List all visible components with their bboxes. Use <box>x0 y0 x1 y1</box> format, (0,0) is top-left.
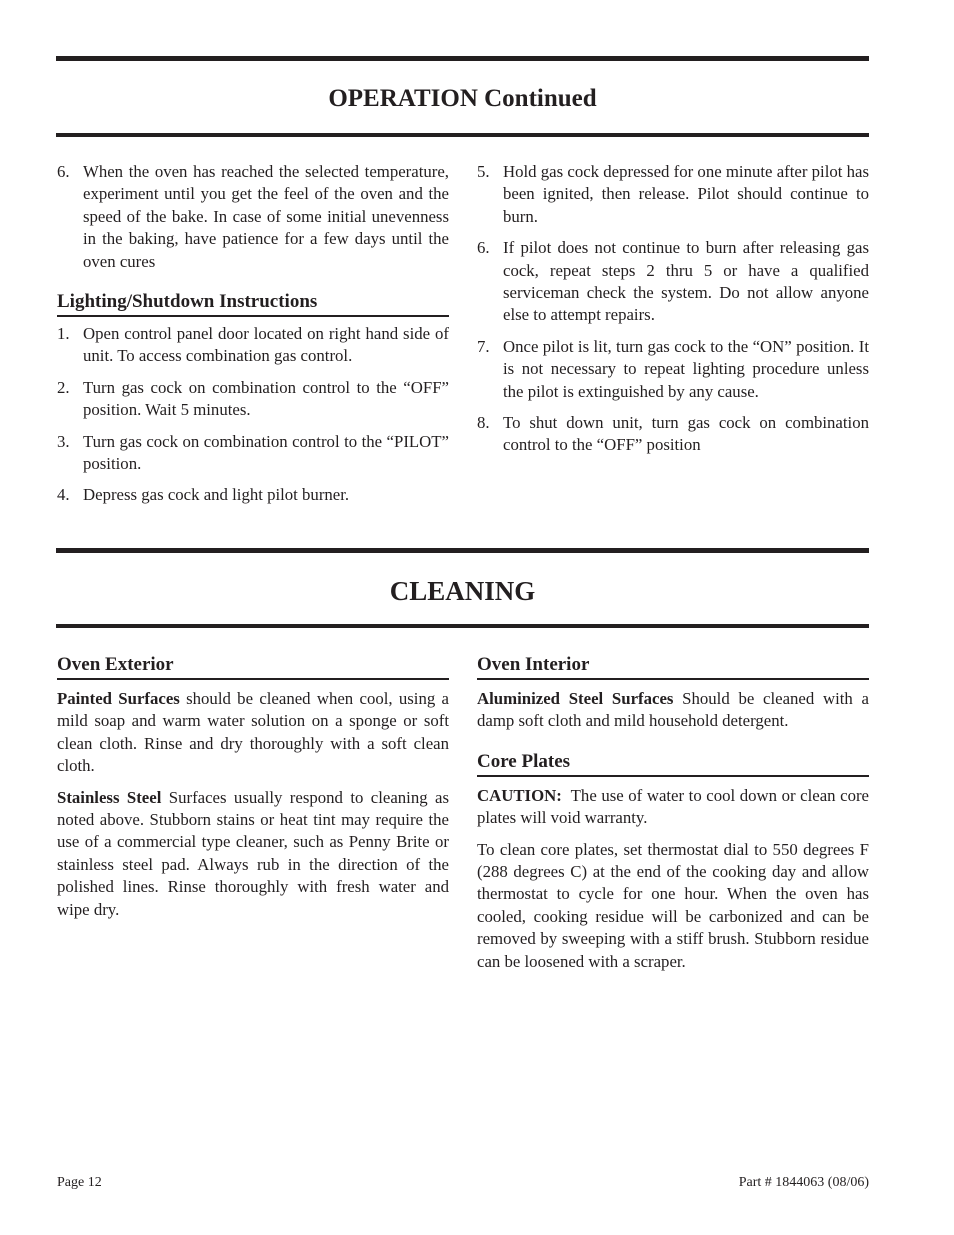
painted-surfaces-text: should be cleaned when cool, using a mild soap and warm water solution on a sponge or soft clean cloth. Rinse and dry thoroughly with a soft clean cloth. <box>57 689 449 776</box>
operation-right-column <box>477 161 869 466</box>
item-text: Open control panel door located on right hand side of unit. To access combination gas control. <box>83 324 449 366</box>
list-item <box>477 237 869 327</box>
item-number: 6. <box>477 238 490 258</box>
cleaning-right-column <box>477 653 874 982</box>
page-number: Page 12 <box>57 1175 102 1190</box>
item-text: Turn gas cock on combination control to the “PILOT” position. <box>83 431 449 474</box>
item-text: To shut down unit, turn gas cock on combination control to the “OFF” position <box>503 413 869 455</box>
operation-title: OPERATION Continued <box>328 85 597 112</box>
painted-surfaces-paragraph <box>57 688 449 778</box>
item-number: 8. <box>477 413 490 433</box>
item-number: 3. <box>57 431 70 451</box>
item-text: If pilot does not continue to burn after releasing gas cock, repeat steps 2 thru 5 or have a qualified serviceman check the system. Do not allow anyone else to attempt repairs. <box>503 238 869 325</box>
oven-exterior-heading: Oven Exterior <box>57 653 449 680</box>
stainless-steel-label: Stainless Steel <box>57 787 162 807</box>
item-text: Depress gas cock and light pilot burner. <box>83 485 350 505</box>
item-number: 6. <box>57 162 70 181</box>
list-item <box>477 412 869 457</box>
list-item <box>477 161 869 228</box>
core-plates-instructions: To clean core plates, set thermostat dial to 550 degrees F (288 degrees C) at the end of the cooking day and allow thermostat to cycle for one hour. When the oven has cooled, cooking residue will be carbonized and can be removed by sweeping with a stiff brush. Stubborn residue can be loosened with a scraper. <box>477 839 869 971</box>
aluminized-text: Should be cleaned with a damp soft cloth and mild household detergent. <box>477 689 869 731</box>
stainless-steel-text: Surfaces usually respond to cleaning as noted above. Stubborn stains or heat tint may require the use of a commercial type cleaner, such as Penny Brite or stainless steel pad. Always rub in the direction of the polished lines. Rinse thoroughly with fresh water and wipe dry. <box>57 787 449 919</box>
caution-paragraph <box>477 785 874 830</box>
item-text: Turn gas cock on combination control to the “OFF” position. Wait 5 minutes. <box>83 377 449 420</box>
item-number: 4. <box>57 485 70 505</box>
cleaning-title: CLEANING <box>389 576 536 606</box>
list-item <box>57 161 449 273</box>
cleaning-title-rule <box>56 624 869 628</box>
operation-left-column <box>57 161 449 516</box>
item-text: Once pilot is lit, turn gas cock to the “ON” position. It is not necessary to repeat lighting procedure unless the pilot is extinguished by any cause. <box>503 336 869 401</box>
list-item <box>477 336 869 403</box>
item-number: 7. <box>477 336 490 356</box>
item-text: When the oven has reached the selected temperature, experiment until you get the feel of the oven and the speed of the bake. In case of some initial unevenness in the baking, have patience for a few days until the oven cures <box>83 162 449 271</box>
list-item <box>57 431 449 476</box>
painted-surfaces-label: Painted Surfaces <box>57 689 180 708</box>
item-number: 1. <box>57 324 70 344</box>
item-number: 2. <box>57 377 70 397</box>
aluminized-paragraph <box>477 688 869 733</box>
top-rule <box>56 56 869 61</box>
aluminized-label: Aluminized Steel Surfaces <box>477 689 674 708</box>
list-item <box>57 484 449 506</box>
operation-title-rule <box>56 133 869 137</box>
caution-text: The use of water to cool down or clean core plates will void warranty. <box>477 785 874 828</box>
cleaning-top-rule <box>56 548 869 553</box>
core-plates-heading: Core Plates <box>477 750 869 777</box>
item-number: 5. <box>477 162 490 181</box>
item-text: Hold gas cock depressed for one minute after pilot has been ignited, then release. Pilot should continue to burn. <box>503 162 869 226</box>
list-item <box>57 377 449 422</box>
lighting-heading: Lighting/Shutdown Instructions <box>57 290 449 317</box>
list-item <box>57 323 449 368</box>
stainless-steel-paragraph <box>57 787 449 921</box>
part-number: Part # 1844063 (08/06) <box>738 1175 869 1190</box>
oven-interior-heading: Oven Interior <box>477 653 869 680</box>
caution-label: CAUTION: <box>477 785 562 805</box>
cleaning-left-column <box>57 653 449 930</box>
